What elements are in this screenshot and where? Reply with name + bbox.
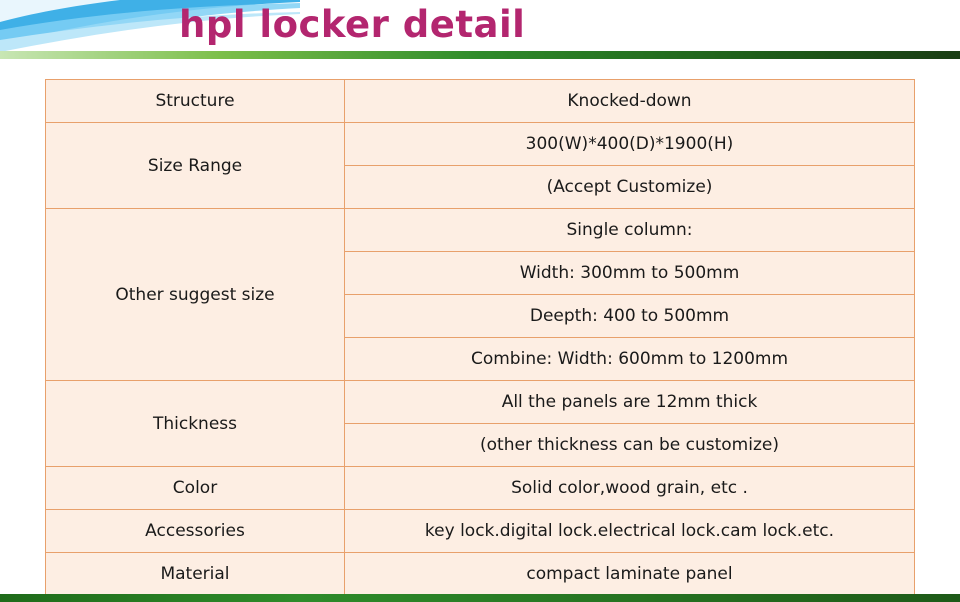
table-row (46, 80, 915, 123)
spec-label: Structure (46, 80, 345, 123)
footer-divider (0, 594, 960, 602)
spec-value: key lock.digital lock.electrical lock.cam lock.etc. (345, 510, 915, 553)
spec-value: 300(W)*400(D)*1900(H) (345, 123, 915, 166)
spec-value: Deepth: 400 to 500mm (345, 295, 915, 338)
spec-label: Size Range (46, 123, 345, 209)
table-row (46, 467, 915, 510)
table-row (46, 553, 915, 596)
table-row (46, 209, 915, 252)
table-row (46, 510, 915, 553)
table-row (46, 381, 915, 424)
spec-label: Other suggest size (46, 209, 345, 381)
spec-value: All the panels are 12mm thick (345, 381, 915, 424)
spec-value: Knocked-down (345, 80, 915, 123)
page-title: hpl locker detail (179, 3, 526, 46)
spec-value: (Accept Customize) (345, 166, 915, 209)
spec-value: Solid color,wood grain, etc . (345, 467, 915, 510)
spec-value: Width: 300mm to 500mm (345, 252, 915, 295)
spec-label: Thickness (46, 381, 345, 467)
spec-table (45, 79, 915, 596)
table-row (46, 123, 915, 166)
spec-value: Single column: (345, 209, 915, 252)
spec-value: (other thickness can be customize) (345, 424, 915, 467)
spec-value: compact laminate panel (345, 553, 915, 596)
spec-label: Accessories (46, 510, 345, 553)
spec-value: Combine: Width: 600mm to 1200mm (345, 338, 915, 381)
header-divider (0, 51, 960, 59)
spec-label: Material (46, 553, 345, 596)
spec-label: Color (46, 467, 345, 510)
